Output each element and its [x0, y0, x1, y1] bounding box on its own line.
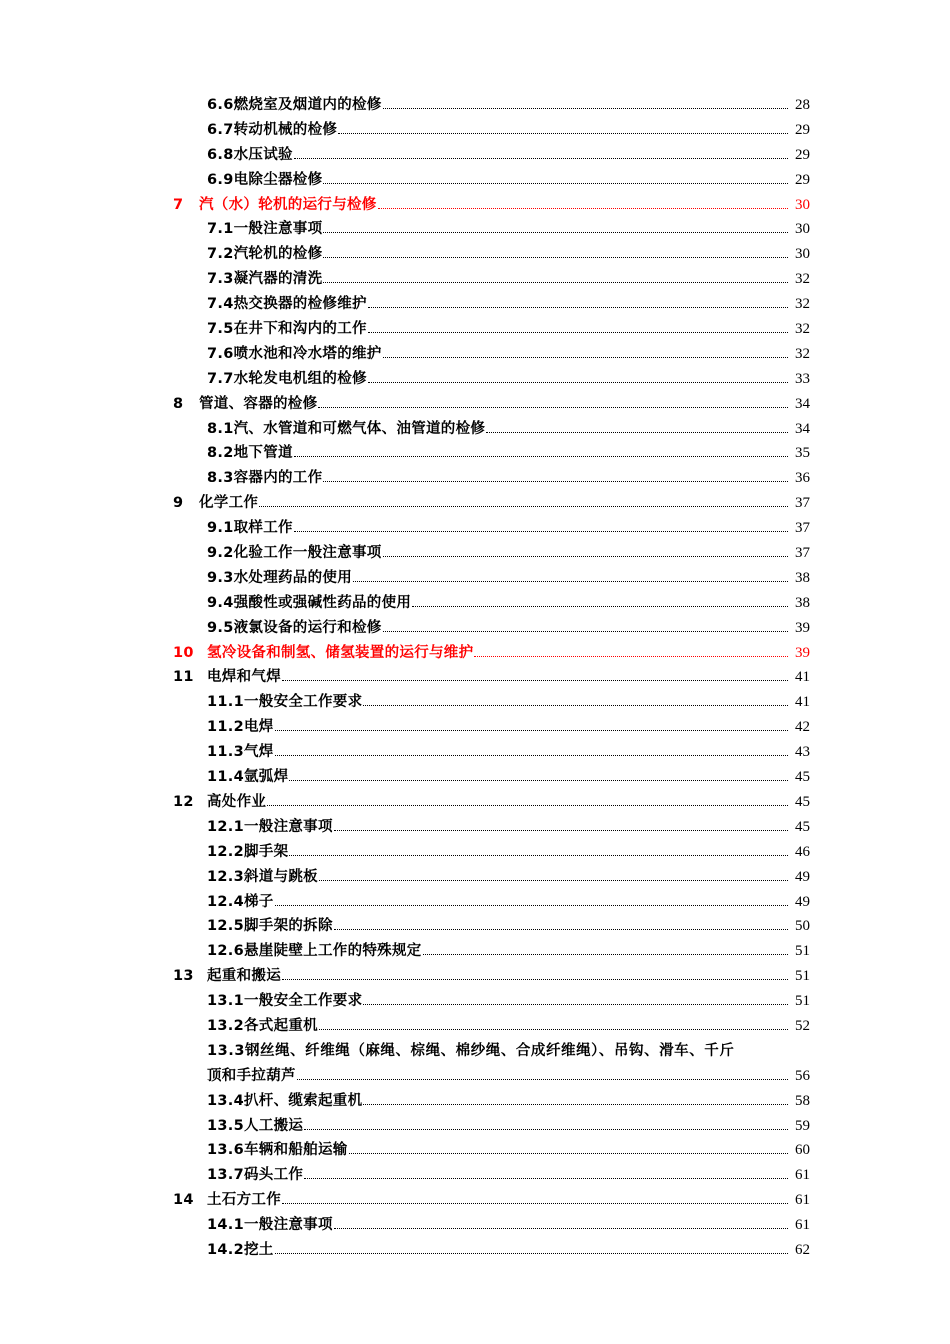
toc-entry	[207, 566, 810, 590]
toc-entry-number: 13.2	[207, 1017, 244, 1034]
toc-section-row[interactable]	[0, 989, 950, 1014]
toc-page-number: 39	[795, 619, 810, 636]
toc-section-row[interactable]	[0, 441, 950, 466]
toc-entry	[207, 890, 810, 914]
toc-entry-title: 在井下和沟内的工作	[233, 321, 367, 338]
toc-entry-number: 7.2	[207, 246, 234, 263]
toc-section-row[interactable]	[0, 217, 950, 242]
toc-leader-dots	[338, 132, 788, 134]
toc-entry-title: 13.3钢丝绳、纤维绳（麻绳、棕绳、棉纱绳、合成纤维绳）、吊钩、滑车、千斤	[207, 1042, 735, 1059]
toc-entry-number: 14.1	[207, 1217, 244, 1234]
toc-section-row[interactable]	[0, 1238, 950, 1263]
toc-entry	[207, 1114, 810, 1138]
toc-leader-dots	[259, 505, 788, 507]
toc-entry	[207, 989, 810, 1013]
toc-entry-title: 斜道与跳板	[243, 868, 318, 885]
toc-leader-dots	[383, 630, 788, 632]
toc-entry-number: 8.3	[207, 470, 234, 487]
toc-page-number: 45	[795, 769, 810, 786]
toc-entry	[207, 516, 810, 540]
toc-leader-dots	[304, 1128, 788, 1130]
toc-section-row[interactable]	[0, 1039, 950, 1089]
toc-entry	[207, 715, 810, 739]
toc-entry	[173, 641, 810, 665]
toc-entry	[207, 740, 810, 764]
toc-leader-dots	[323, 231, 788, 233]
toc-leader-dots	[383, 356, 788, 358]
toc-entry-title: 汽（水）轮机的运行与检修	[199, 196, 377, 213]
toc-entry-title: 码头工作	[243, 1167, 304, 1184]
toc-entry	[207, 342, 810, 366]
toc-entry	[207, 765, 810, 789]
toc-entry-number: 11.4	[207, 769, 244, 786]
toc-leader-dots	[378, 207, 788, 209]
toc-entry	[207, 1138, 810, 1162]
toc-entry-title-cont: 顶和手拉葫芦	[207, 1067, 296, 1084]
toc-entry-number: 12.4	[207, 893, 244, 910]
toc-entry-number: 14.2	[207, 1241, 244, 1258]
toc-entry	[207, 217, 810, 241]
toc-leader-dots	[334, 928, 788, 930]
toc-page-number: 35	[795, 445, 810, 462]
toc-page-number: 32	[795, 271, 810, 288]
toc-entry-title: 一般注意事项	[233, 221, 323, 238]
toc-entry-number: 13.4	[207, 1092, 244, 1109]
toc-entry-title: 汽轮机的检修	[233, 246, 323, 263]
toc-page-number: 34	[795, 395, 810, 412]
toc-entry-number: 6.8	[207, 146, 234, 163]
toc-section-row[interactable]	[0, 417, 950, 442]
toc-page-number: 29	[795, 121, 810, 138]
toc-entry-number: 12.6	[207, 943, 244, 960]
toc-page-number: 59	[795, 1117, 810, 1134]
toc-entry-number: 6.9	[207, 171, 234, 188]
toc-section-row[interactable]	[0, 1089, 950, 1114]
toc-entry	[207, 242, 810, 266]
toc-entry	[173, 491, 810, 515]
toc-page-number: 32	[795, 321, 810, 338]
toc-section-row[interactable]	[0, 317, 950, 342]
toc-entry-title: 水压试验	[233, 146, 293, 163]
toc-section-row[interactable]	[0, 367, 950, 392]
toc-entry-title: 脚手架	[243, 843, 289, 860]
toc-section-row[interactable]	[0, 616, 950, 641]
toc-entry-title: 高处作业	[207, 793, 267, 810]
toc-entry	[207, 591, 810, 615]
toc-page-number: 30	[795, 246, 810, 263]
toc-entry	[207, 914, 810, 938]
toc-entry-number: 7.1	[207, 221, 234, 238]
toc-entry-title: 土石方工作	[207, 1192, 281, 1209]
toc-page-number: 29	[795, 171, 810, 188]
toc-entry-number: 8	[173, 395, 184, 412]
toc-chapter-row[interactable]	[0, 491, 950, 516]
toc-leader-dots	[423, 953, 788, 955]
toc-entry-title: 挖土	[243, 1241, 274, 1258]
toc-entry	[207, 466, 810, 490]
toc-entry-number: 11	[173, 669, 194, 686]
toc-entry-number: 12.3	[207, 868, 244, 885]
toc-entry-title: 脚手架的拆除	[243, 918, 333, 935]
toc-leader-dots	[323, 256, 788, 258]
toc-page-number: 32	[795, 345, 810, 362]
toc-entry-number: 13.1	[207, 993, 244, 1010]
toc-entry-title: 液氯设备的运行和检修	[233, 619, 382, 636]
toc-chapter-row[interactable]	[0, 665, 950, 690]
toc-leader-dots	[267, 804, 788, 806]
toc-entry-line2	[207, 1064, 810, 1088]
toc-leader-dots	[304, 1177, 788, 1179]
toc-entry-title: 地下管道	[233, 445, 293, 462]
toc-leader-dots	[275, 1252, 788, 1254]
toc-page-number: 34	[795, 420, 810, 437]
toc-section-row[interactable]	[0, 1014, 950, 1039]
toc-page-number: 61	[795, 1167, 810, 1184]
toc-section-row[interactable]	[0, 914, 950, 939]
toc-chapter-row[interactable]	[0, 964, 950, 989]
toc-entry	[207, 118, 810, 142]
toc-page-number: 38	[795, 594, 810, 611]
toc-entry	[207, 367, 810, 391]
toc-entry	[207, 616, 810, 640]
toc-entry-number: 6.6	[207, 97, 234, 113]
toc-entry	[207, 292, 810, 316]
toc-leader-dots	[353, 580, 788, 582]
toc-entry-number: 9.3	[207, 569, 234, 586]
toc-page-number: 28	[795, 97, 810, 113]
toc-leader-dots	[289, 854, 788, 856]
toc-entry	[207, 267, 810, 291]
toc-entry	[173, 790, 810, 814]
toc-entry	[207, 1089, 810, 1113]
toc-section-row[interactable]	[0, 865, 950, 890]
toc-page-number: 30	[795, 221, 810, 238]
toc-entry-title: 燃烧室及烟道内的检修	[233, 97, 382, 113]
toc-entry-number: 13.7	[207, 1167, 244, 1184]
toc-leader-dots	[363, 1003, 788, 1005]
toc-leader-dots	[282, 1202, 788, 1204]
toc-section-row[interactable]	[0, 342, 950, 367]
toc-entry	[207, 815, 810, 839]
toc-page-number: 46	[795, 843, 810, 860]
toc-page-number: 37	[795, 495, 810, 512]
toc-entry-title: 氢冷设备和制氢、储氢装置的运行与维护	[207, 644, 474, 661]
toc-chapter-row[interactable]	[0, 1188, 950, 1213]
toc-entry	[207, 143, 810, 167]
toc-section-row[interactable]	[0, 292, 950, 317]
toc-entry	[207, 441, 810, 465]
toc-entry-title: 容器内的工作	[233, 470, 323, 487]
toc-entry	[173, 964, 810, 988]
toc-leader-dots	[275, 904, 788, 906]
toc-leader-dots	[368, 306, 788, 308]
toc-page-number: 43	[795, 744, 810, 761]
toc-entry-number: 8.2	[207, 445, 234, 462]
toc-entry-title: 各式起重机	[243, 1017, 318, 1034]
toc-chapter-row[interactable]	[0, 641, 950, 666]
toc-entry	[207, 1213, 810, 1237]
toc-entry-title: 一般注意事项	[243, 818, 333, 835]
toc-page-number: 36	[795, 470, 810, 487]
toc-entry-title: 车辆和船舶运输	[243, 1142, 348, 1159]
toc-leader-dots	[282, 978, 788, 980]
toc-page-number: 62	[795, 1241, 810, 1258]
toc-entry	[173, 1188, 810, 1212]
toc-entry	[207, 1238, 810, 1262]
toc-page-number: 51	[795, 993, 810, 1010]
toc-entry-number: 12.5	[207, 918, 244, 935]
toc-page-number: 37	[795, 545, 810, 562]
toc-page-number: 61	[795, 1217, 810, 1234]
toc-section-row[interactable]	[0, 566, 950, 591]
toc-entry-number: 6.7	[207, 121, 234, 138]
toc-entry	[207, 1163, 810, 1187]
toc-entry-title: 梯子	[243, 893, 274, 910]
toc-entry-number: 7	[173, 196, 184, 213]
toc-section-row[interactable]	[0, 516, 950, 541]
toc-entry	[207, 1014, 810, 1038]
toc-page-number: 45	[795, 818, 810, 835]
toc-page-number: 42	[795, 719, 810, 736]
toc-entry-number: 8.1	[207, 420, 234, 437]
toc-entry-title: 喷水池和冷水塔的维护	[233, 345, 382, 362]
toc-section-row[interactable]	[0, 939, 950, 964]
toc-section-row[interactable]	[0, 1114, 950, 1139]
toc-leader-dots	[294, 530, 788, 532]
toc-entry-title: 气焊	[243, 744, 274, 761]
toc-leader-dots	[289, 779, 788, 781]
toc-entry	[207, 939, 810, 963]
toc-entry-title: 人工搬运	[243, 1117, 304, 1134]
toc-entry-number: 12	[173, 793, 194, 810]
toc-entry-title: 一般安全工作要求	[243, 694, 363, 711]
toc-leader-dots	[486, 431, 788, 433]
toc-entry	[207, 541, 810, 565]
toc-page-number: 61	[795, 1192, 810, 1209]
toc-leader-dots	[323, 480, 788, 482]
toc-entry-number: 9.5	[207, 619, 234, 636]
toc-entry-title: 管道、容器的检修	[199, 395, 318, 412]
toc-entry-title: 一般安全工作要求	[243, 993, 363, 1010]
toc-section-row[interactable]	[0, 242, 950, 267]
toc-entry-number: 9.4	[207, 594, 234, 611]
toc-entry-title: 悬崖陡壁上工作的特殊规定	[243, 943, 422, 960]
toc-entry-title: 一般注意事项	[243, 1217, 333, 1234]
toc-section-row[interactable]	[0, 690, 950, 715]
toc-entry-title: 氩弧焊	[243, 769, 289, 786]
toc-entry-number: 11.2	[207, 719, 244, 736]
toc-section-row[interactable]	[0, 1138, 950, 1163]
toc-entry-number: 13.5	[207, 1117, 244, 1134]
toc-entry	[207, 93, 810, 117]
toc-leader-dots	[368, 331, 788, 333]
toc-leader-dots	[349, 1152, 788, 1154]
toc-page-number: 51	[795, 943, 810, 960]
toc-entry	[173, 665, 810, 689]
toc-section-row[interactable]	[0, 541, 950, 566]
toc-entry-title: 化验工作一般注意事项	[233, 545, 382, 562]
toc-entry-title: 强酸性或强碱性药品的使用	[233, 594, 412, 611]
toc-entry-number: 11.1	[207, 694, 244, 711]
toc-entry-title: 热交换器的检修维护	[233, 296, 367, 313]
toc-entry-line1	[207, 1039, 810, 1063]
toc-leader-dots	[334, 1227, 788, 1229]
toc-entry-title: 化学工作	[199, 495, 259, 512]
toc-entry-title: 电焊和气焊	[207, 669, 281, 686]
toc-leader-dots	[282, 679, 788, 681]
toc-leader-dots	[412, 605, 788, 607]
toc-entry	[207, 417, 810, 441]
toc-entry	[207, 317, 810, 341]
toc-entry-number: 10	[173, 644, 194, 661]
toc-entry	[207, 865, 810, 889]
toc-page-number: 45	[795, 793, 810, 810]
toc-entry-number: 12.2	[207, 843, 244, 860]
toc-page-number: 41	[795, 669, 810, 686]
toc-entry	[207, 840, 810, 864]
toc-section-row[interactable]	[0, 840, 950, 865]
toc-leader-dots	[383, 555, 788, 557]
toc-page-number: 56	[795, 1067, 810, 1084]
toc-section-row[interactable]	[0, 591, 950, 616]
toc-leader-dots	[275, 729, 788, 731]
toc-entry-number: 7.7	[207, 370, 234, 387]
toc-leader-dots	[294, 157, 788, 159]
toc-entry-number: 7.4	[207, 296, 234, 313]
toc-entry-number: 13	[173, 968, 194, 985]
toc-leader-dots	[363, 704, 788, 706]
toc-leader-dots	[334, 829, 788, 831]
toc-leader-dots	[318, 406, 788, 408]
toc-section-row[interactable]	[0, 1213, 950, 1238]
toc-section-row[interactable]	[0, 715, 950, 740]
toc-leader-dots	[474, 655, 788, 657]
toc-entry-title: 凝汽器的清洗	[233, 271, 323, 288]
toc-entry-number: 14	[173, 1192, 194, 1209]
toc-leader-dots	[323, 182, 788, 184]
toc-section-row[interactable]	[0, 143, 950, 168]
toc-section-row[interactable]	[0, 168, 950, 193]
toc-page-number: 29	[795, 146, 810, 163]
toc-entry-number: 9.2	[207, 545, 234, 562]
toc-section-row[interactable]	[0, 815, 950, 840]
toc-section-row[interactable]	[0, 466, 950, 491]
toc-entry-number: 7.5	[207, 321, 234, 338]
toc-section-row[interactable]	[0, 267, 950, 292]
toc-leader-dots	[275, 754, 788, 756]
table-of-contents	[0, 93, 950, 1263]
toc-leader-dots	[297, 1078, 788, 1080]
toc-entry	[173, 193, 810, 217]
toc-entry-number: 13.6	[207, 1142, 244, 1159]
toc-entry-number: 9.1	[207, 520, 234, 537]
toc-section-row[interactable]	[0, 890, 950, 915]
toc-entry-title: 水处理药品的使用	[233, 569, 352, 586]
toc-entry-title: 电焊	[243, 719, 274, 736]
toc-entry-number: 7.6	[207, 345, 234, 362]
toc-section-row[interactable]	[0, 93, 950, 118]
toc-entry-number: 11.3	[207, 744, 244, 761]
toc-entry-title: 汽、水管道和可燃气体、油管道的检修	[233, 420, 486, 437]
toc-page-number: 60	[795, 1142, 810, 1159]
toc-entry-title: 扒杆、缆索起重机	[243, 1092, 363, 1109]
toc-leader-dots	[363, 1103, 788, 1105]
toc-page-number: 30	[795, 196, 810, 213]
toc-page-number: 52	[795, 1017, 810, 1034]
toc-entry	[207, 168, 810, 192]
toc-page-number: 51	[795, 968, 810, 985]
toc-chapter-row[interactable]	[0, 193, 950, 218]
toc-page-number: 58	[795, 1092, 810, 1109]
toc-page-number: 37	[795, 520, 810, 537]
toc-page-number: 33	[795, 370, 810, 387]
toc-entry	[207, 690, 810, 714]
toc-page-number: 49	[795, 868, 810, 885]
toc-leader-dots	[368, 381, 788, 383]
toc-entry	[173, 392, 810, 416]
toc-chapter-row[interactable]	[0, 790, 950, 815]
toc-section-row[interactable]	[0, 765, 950, 790]
toc-entry-title: 水轮发电机组的检修	[233, 370, 367, 387]
toc-entry-number: 12.1	[207, 818, 244, 835]
toc-page-number: 39	[795, 644, 810, 661]
toc-section-row[interactable]	[0, 118, 950, 143]
toc-entry-number: 9	[173, 495, 184, 512]
toc-leader-dots	[383, 107, 788, 109]
toc-page-number: 32	[795, 296, 810, 313]
toc-leader-dots	[319, 879, 788, 881]
toc-entry-title: 取样工作	[233, 520, 293, 537]
toc-page-number: 41	[795, 694, 810, 711]
toc-page-number: 38	[795, 569, 810, 586]
toc-leader-dots	[294, 455, 788, 457]
toc-section-row[interactable]	[0, 1163, 950, 1188]
toc-section-row[interactable]	[0, 740, 950, 765]
toc-chapter-row[interactable]	[0, 392, 950, 417]
toc-entry-number: 7.3	[207, 271, 234, 288]
toc-page-number: 50	[795, 918, 810, 935]
toc-entry-title: 起重和搬运	[207, 968, 281, 985]
toc-leader-dots	[319, 1028, 788, 1030]
toc-leader-dots	[323, 281, 788, 283]
toc-page-number: 49	[795, 893, 810, 910]
toc-entry-title: 电除尘器检修	[233, 171, 323, 188]
toc-entry-title: 转动机械的检修	[233, 121, 338, 138]
